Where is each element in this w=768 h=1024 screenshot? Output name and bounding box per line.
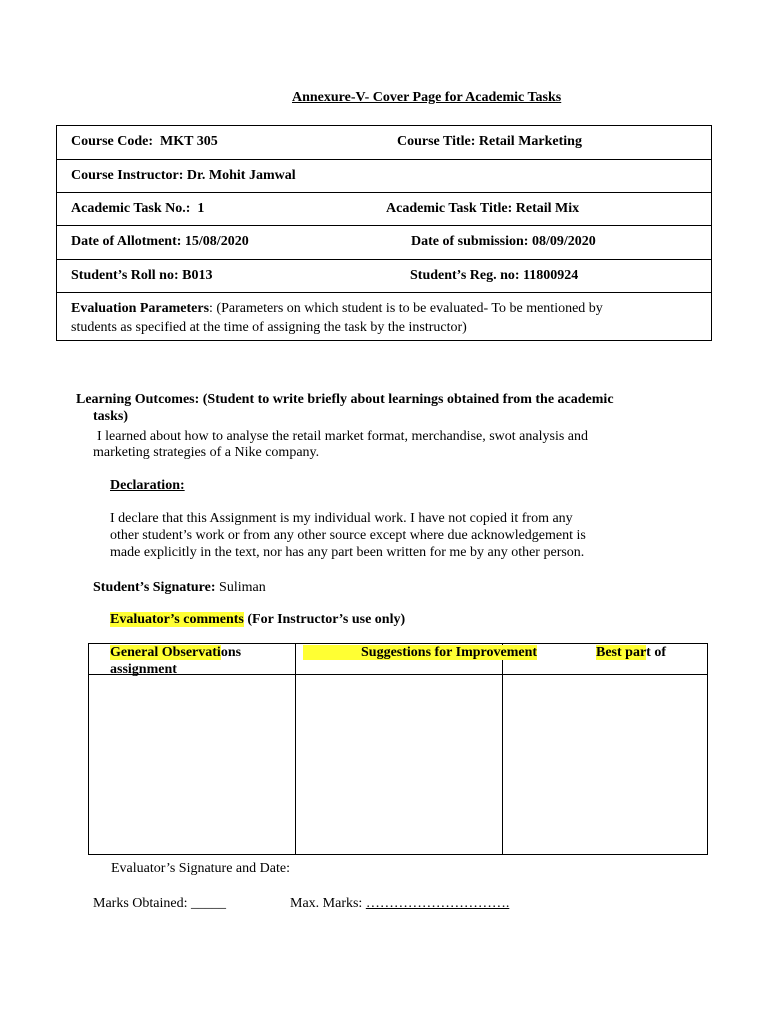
evaluator-signature-date: Evaluator’s Signature and Date: [111,861,290,876]
reg-label: Student’s Reg. no: [410,268,520,283]
course-title-label: Course Title: [397,134,476,149]
evaluator-comments-title: Evaluator’s comments [110,612,244,627]
course-title-value: Retail Marketing [478,134,582,149]
reg-value: 11800924 [523,268,579,283]
student-signature-label: Student’s Signature: [93,580,216,595]
allotment-value: 15/08/2020 [184,234,249,249]
learning-heading-2: tasks) [93,409,129,424]
page-title: Annexure-V- Cover Page for Academic Tasks [292,90,562,105]
header-suggestions [303,645,537,661]
header-general-observations-b: ons [220,645,242,660]
submission-value: 08/09/2020 [531,234,596,249]
course-code-value: MKT 305 [160,134,218,149]
header-best-part-b: t of [646,645,666,660]
declaration-line-1: I declare that this Assignment is my individual work. I have not copied it from any [110,511,573,526]
instructor-value: Dr. Mohit Jamwal [186,168,296,183]
header-best-part-a: Best par [596,645,647,660]
marks-obtained-label: Marks Obtained: [93,896,188,911]
header-assignment: assignment [110,662,177,677]
column-divider [295,644,296,854]
learning-body-2: marketing strategies of a Nike company. [93,445,320,460]
roll-value: B013 [182,268,213,283]
max-marks-label: Max. Marks: [290,896,363,911]
dates-row [56,226,712,260]
marks-obtained-blank: _____ [190,896,226,911]
student-signature [93,580,266,596]
task-title-label: Academic Task Title: [386,201,513,216]
student-row [56,260,712,293]
marks-obtained [93,896,226,912]
max-marks [290,896,509,912]
task-row [56,193,712,226]
header-suggestions-b: ovement [486,645,538,660]
evaluator-comments-heading [110,612,405,628]
learning-body-1: I learned about how to analyse the retail market format, merchandise, swot analysis and [97,429,588,444]
eval-params-text-1: : (Parameters on which student is to be evaluated- To be mentioned by [209,301,603,316]
learning-heading-1: Learning Outcomes: (Student to write briefly about learnings obtained from the academic [76,392,614,407]
header-suggestions-a: Suggestions for Impr [303,645,487,660]
allotment-label: Date of Allotment: [71,234,182,249]
header-general-observations [110,645,241,661]
declaration-heading: Declaration: [110,478,185,493]
header-best-part [596,645,666,661]
task-title-value: Retail Mix [515,201,580,216]
task-no-label: Academic Task No.: [71,201,191,216]
instructor-row [56,160,712,193]
table-header-divider [89,674,707,675]
instructor-label: Course Instructor: [71,168,184,183]
eval-params-row [56,293,712,341]
declaration-line-3: made explicitly in the text, nor has any part been written for me by any other person. [110,545,585,560]
column-divider [502,644,503,854]
course-row [56,125,712,160]
max-marks-blank: …………………………. [365,896,510,911]
student-signature-value: Suliman [219,580,266,595]
task-no-value: 1 [197,201,205,216]
submission-label: Date of submission: [411,234,529,249]
evaluation-table [88,643,708,855]
declaration-line-2: other student’s work or from any other source except where due acknowledgement is [110,528,586,543]
eval-params-text-2: students as specified at the time of assigning the task by the instructor) [71,320,467,335]
course-code-label: Course Code: [71,134,154,149]
eval-params-label: Evaluation Parameters [71,301,210,316]
header-general-observations-a: General Observati [110,645,221,660]
evaluator-comments-note: (For Instructor’s use only) [247,612,406,627]
roll-label: Student’s Roll no: [71,268,179,283]
